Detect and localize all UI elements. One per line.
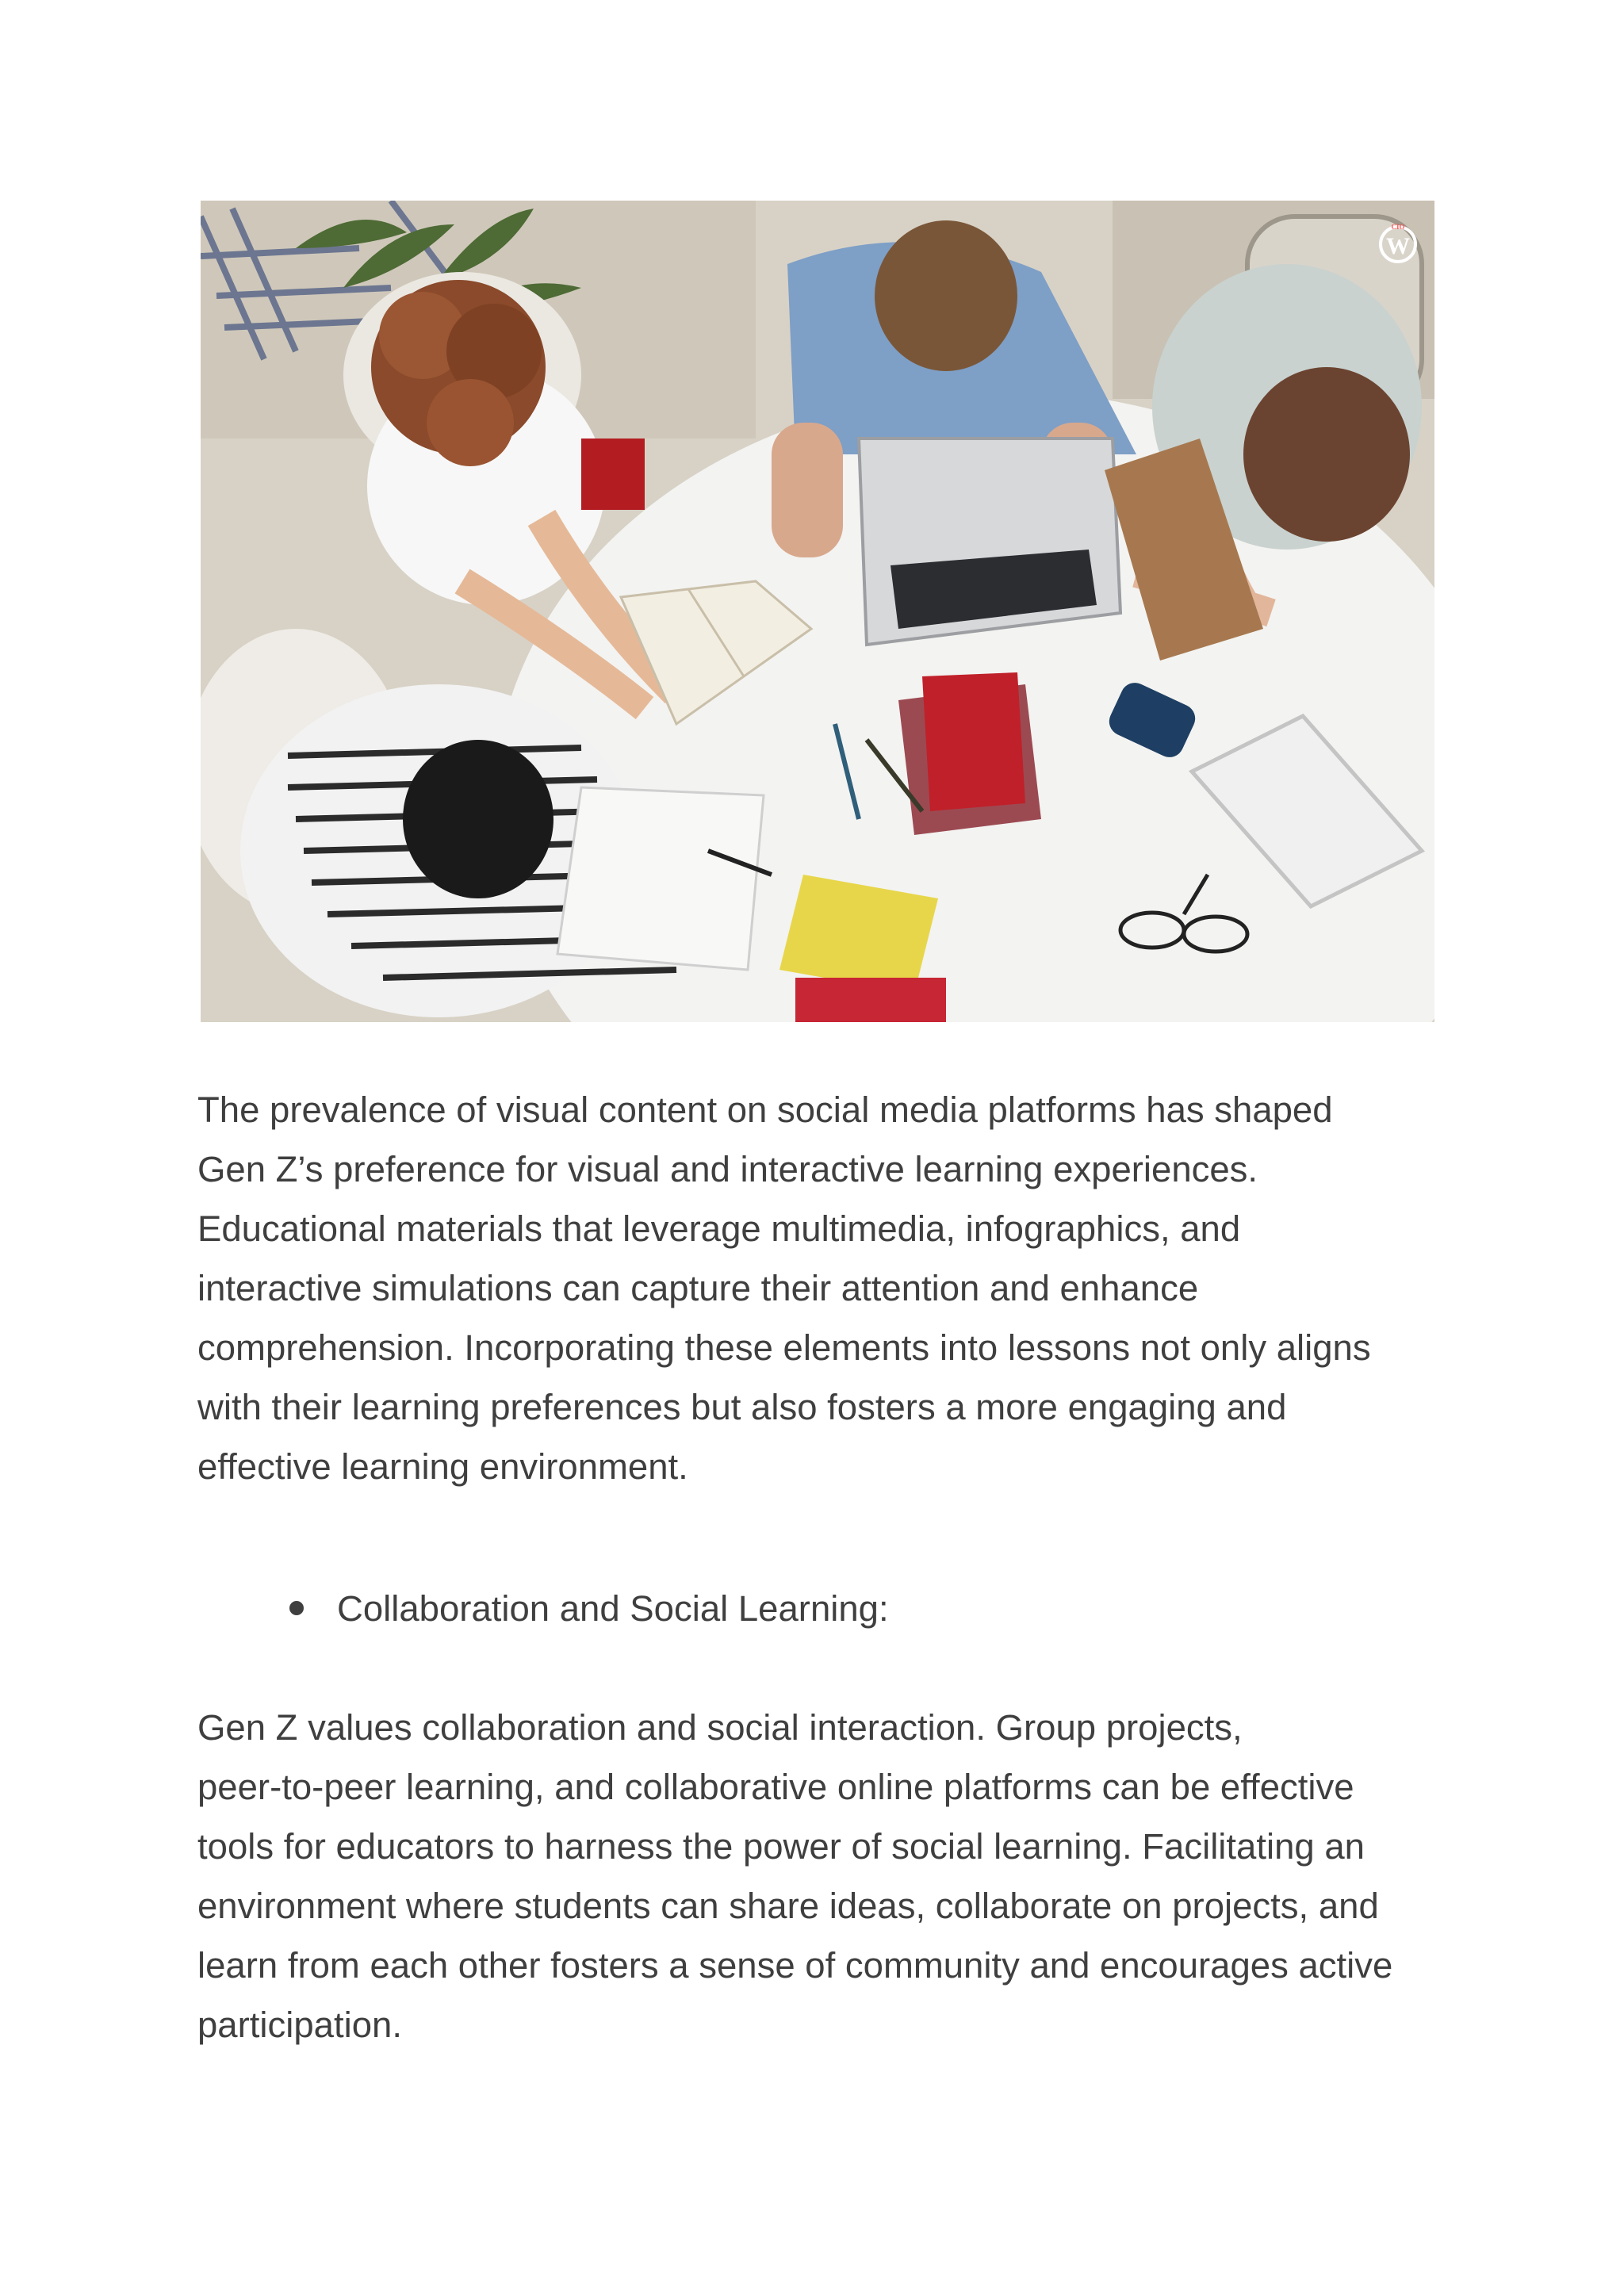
paragraph-line: with their learning preferences but also fosters a more engaging and xyxy=(197,1387,1287,1427)
paragraph-line: interactive simulations can capture their attention and enhance xyxy=(197,1268,1199,1308)
paragraph-line: comprehension. Incorporating these elements into lessons not only aligns xyxy=(197,1327,1371,1368)
paragraph-social-learning xyxy=(197,1698,1450,2055)
paragraph-line: effective learning environment. xyxy=(197,1446,688,1487)
notebook-writing xyxy=(557,787,772,970)
laptop xyxy=(859,439,1120,645)
bullet-item-collaboration xyxy=(289,1579,889,1638)
article-photo xyxy=(201,201,1434,1022)
paragraph-line: Educational materials that leverage multimedia, infographics, and xyxy=(197,1208,1241,1249)
paragraph-line: Gen Z values collaboration and social interaction. Group projects, xyxy=(197,1707,1243,1748)
paragraph-line: learn from each other fosters a sense of community and encourages active xyxy=(197,1945,1393,1986)
paragraph-line: Gen Z’s preference for visual and interactive learning experiences. xyxy=(197,1149,1258,1189)
svg-text:CIO: CIO xyxy=(1391,223,1405,231)
svg-text:W: W xyxy=(1386,233,1410,259)
paragraph-line: peer-to-peer learning, and collaborative online platforms can be effective xyxy=(197,1767,1354,1807)
yellow-books xyxy=(779,875,946,1022)
bullet-dot-icon xyxy=(289,1601,304,1615)
paragraph-line: The prevalence of visual content on social media platforms has shaped xyxy=(197,1090,1333,1130)
paragraph-visual-learning xyxy=(197,1080,1450,1496)
students-table-illustration xyxy=(201,201,1434,1022)
bullet-label: Collaboration and Social Learning: xyxy=(337,1588,889,1629)
paragraph-line: environment where students can share ideas, collaborate on projects, and xyxy=(197,1886,1379,1926)
paragraph-line: participation. xyxy=(197,2005,402,2045)
paragraph-line: tools for educators to harness the power of social learning. Facilitating an xyxy=(197,1826,1365,1867)
